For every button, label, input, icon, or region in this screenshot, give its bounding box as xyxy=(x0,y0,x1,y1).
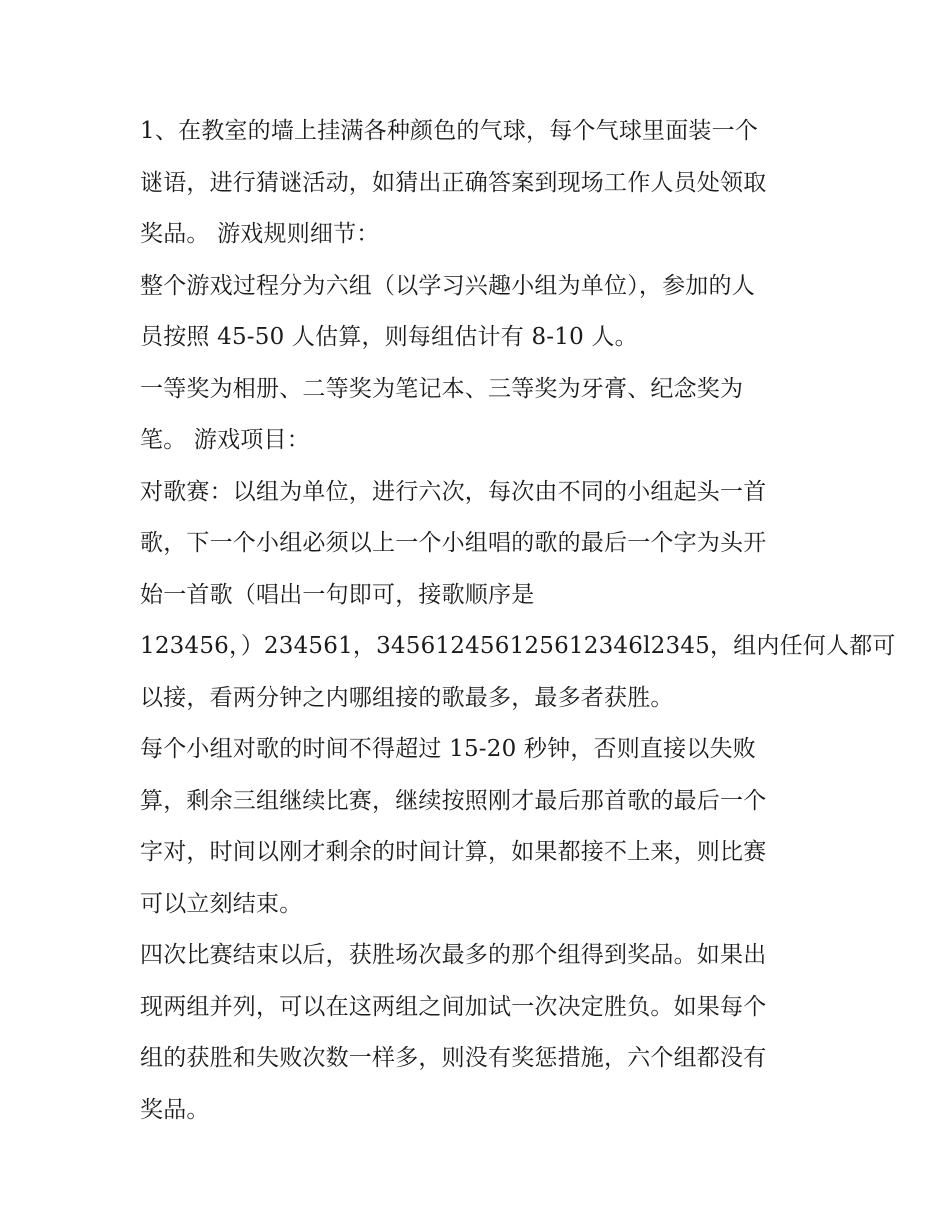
text-line: 字对，时间以刚才剩余的时间计算，如果都接不上来，则比赛 xyxy=(140,839,767,865)
text-line: 123456，）234561，345612456125612346l2345，组内任何人都可 xyxy=(140,633,896,659)
text-line: 对歌赛：以组为单位，进行六次，每次由不同的小组起头一首 xyxy=(140,478,767,505)
text-line: 每个小组对歌的时间不得超过 15-20 秒钟，否则直接以失败 xyxy=(140,736,756,762)
text-line: 奖品。 xyxy=(140,1096,210,1123)
text-line: 整个游戏过程分为六组（以学习兴趣小组为单位），参加的人 xyxy=(140,272,755,299)
text-line: 奖品。 游戏规则细节： xyxy=(140,221,380,247)
document-body xyxy=(140,106,896,1136)
text-line: 算，剩余三组继续比赛，继续按照刚才最后那首歌的最后一个 xyxy=(140,787,767,814)
text-line: 笔。 游戏项目： xyxy=(140,427,310,453)
text-line: 现两组并列，可以在这两组之间加试一次决定胜负。如果每个 xyxy=(140,993,767,1020)
text-line: 员按照 45-50 人估算，则每组估计有 8-10 人。 xyxy=(140,324,638,350)
text-line: 四次比赛结束以后，获胜场次最多的那个组得到奖品。如果出 xyxy=(140,942,767,968)
text-line: 歌，下一个小组必须以上一个小组唱的歌的最后一个字为头开 xyxy=(140,530,767,556)
text-line: 以接，看两分钟之内哪组接的歌最多，最多者获胜。 xyxy=(140,684,674,711)
text-line: 组的获胜和失败次数一样多，则没有奖惩措施，六个组都没有 xyxy=(140,1045,767,1071)
text-line: 可以立刻结束。 xyxy=(140,890,303,917)
text-line: 谜语，进行猜谜活动，如猜出正确答案到现场工作人员处领取 xyxy=(140,169,767,196)
text-line: 始一首歌（唱出一句即可，接歌顺序是 xyxy=(140,581,535,608)
text-line: 1、在教室的墙上挂满各种颜色的气球，每个气球里面装一个 xyxy=(140,118,759,144)
text-line: 一等奖为相册、二等奖为笔记本、三等奖为牙膏、纪念奖为 xyxy=(140,375,744,402)
